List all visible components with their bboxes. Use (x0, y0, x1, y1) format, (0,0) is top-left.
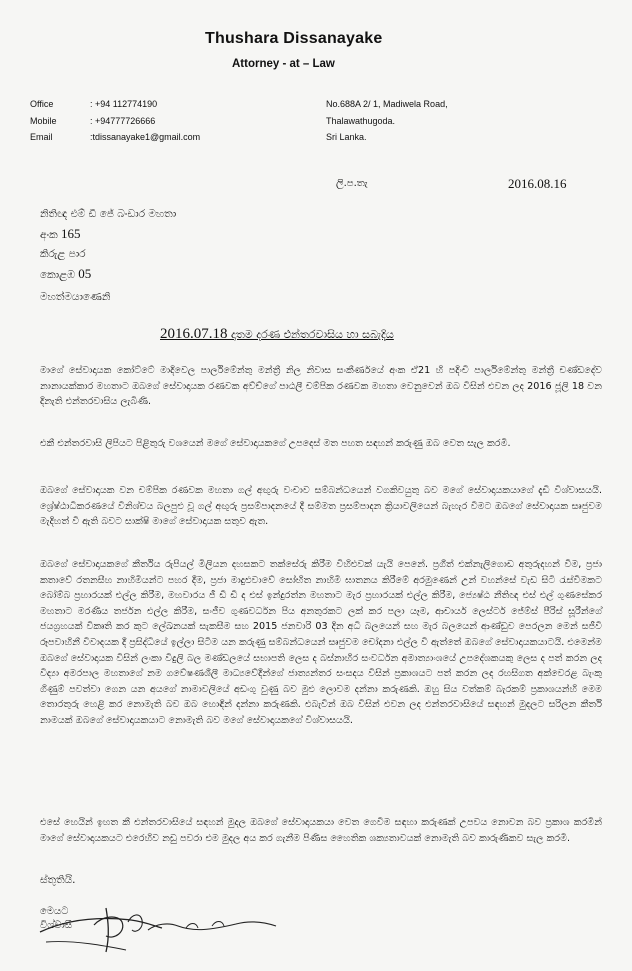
recipient-city-line (40, 264, 176, 285)
contact-block (30, 96, 200, 146)
recipient-city: කොළඹ (40, 269, 79, 281)
subject-line (160, 326, 394, 343)
address-line-3: Sri Lanka. (326, 132, 367, 142)
body-paragraph-5: එසේ හෙයින් ඉහත කී එන්තරවාසියේ සඳහන් මුදල ඔබගේ සේවාදායකයා වෙත ගෙවීම සඳහා කරුණක් උපවය නොවන බව ප්‍රකාශ කරමින් මාගේ සේවාදායකයට එරෙහිව නඩු පවරා එම මුදල අය කර ගැනීම පිණිස හෛතික ශක්‍යතාවයක් නොමැති බව කාරුණිකව සැල කරමි. (40, 817, 602, 844)
sender-name: Thushara Dissanayake (205, 30, 383, 47)
handwritten-signature (36, 880, 286, 960)
letter-date: 2016.08.16 (508, 176, 567, 191)
office-phone: : +94 112774190 (90, 99, 158, 109)
recipient-name: නිතිඥ එම් ඩී ජේ බංඩාර මහතා (40, 208, 177, 220)
body-paragraph-1: මාගේ සේවාදායක කෝට්ටේ මාදිවෙල පාර්ලිමේන්තු මන්ත්‍රී නිල නිවාස සංකීර්ණයේ අංක ඒ21 හි පදිංචි පාර්ලිමේන්තු මන්ත්‍රී චණ්ඩදේව නානායක්කාර මහතාට ඔබගේ සේවාදායක රණවක අව්ච්ගේ පාඨලී චම්පික රණවක මහතා වෙනුවෙන් ඔබ විසින් එවන ලද 2016 ජූලි 18 වන දිනැති එන්තරවාසිය ලැබිණි. (40, 365, 602, 408)
email-address: :tdissanayake1@gmail.com (90, 132, 201, 142)
office-label: Office (30, 99, 54, 109)
recipient-number-prefix: අංක (40, 229, 61, 241)
recipient-street: කිරුළ පාර (40, 248, 86, 260)
address-line-1: No.688A 2/ 1, Madiwela Road, (326, 99, 448, 109)
reference-number: ලි.ප.තැ (336, 178, 368, 189)
closing-thanks: ස්තුතියි. (40, 874, 76, 886)
address-line-2: Thalawathugoda. (326, 115, 396, 126)
email-label: Email (30, 132, 53, 142)
sign-off-line-2: විශ්වාසී (40, 920, 73, 931)
salutation: මහත්මයාණෙනි (40, 291, 111, 303)
body-paragraph-2: එකී එන්තරවාසි ලිපියට පිළිතුරු වශයෙන් මගේ සේවාදායකගේ උපදෙස් මත පහත සඳහන් කරුණු ඔබ වෙත සැල කරමි. (40, 438, 511, 449)
recipient-postcode: 05 (78, 266, 92, 281)
recipient-number-line (40, 224, 176, 245)
mobile-phone: : +94777726666 (90, 115, 156, 126)
sender-title: Attorney - at – Law (232, 58, 335, 70)
mobile-row (30, 113, 200, 130)
mobile-label: Mobile (30, 115, 57, 126)
subject-text: දාතම දරණ එන්තරවාසිය හා සබැදිය (227, 328, 394, 341)
recipient-block (40, 205, 176, 285)
subject-date: 2016.07.18 (160, 326, 228, 342)
office-row (30, 96, 200, 113)
email-row (30, 129, 200, 146)
sign-off-line-1: මෙයට (40, 906, 69, 917)
body-paragraph-3: ඔබගේ සේවාදායක වන චම්පික රණවක මහතා ගල් අඟුරු වංචාව සම්බන්ධයෙන් වගකිවයුතු බව මගේ සේවාදායකයාගේ දැඩි විශ්වාසයයි. ශ්‍රේෂ්ඨාධිකරණයේ විනිශ්චය බලපුළු වූ ගල් අඟුරු ප්‍රසම්පාදනයේ දී සම්මත ප්‍රසම්පාදන ක්‍රියාවලියෙන් බැහැර වීමට ඔබගේ සේවාදායක සෘජුවම මැදිහත් වී ඇති බවට සාක්ෂි මාගේ සේවාදායක සතුව ඇත. (40, 485, 602, 528)
recipient-number: 165 (61, 226, 81, 241)
body-paragraph-4: ඔබගේ සේවාදායකගේ කීර්තිය රුපියල් මිලියන දහසකට තක්සේරු කිරීම විහිළුවක් යැයි පෙනේ. ප්‍රගීත් එක්නැලිගොඩ අතුරුදහන් වීම, ප්‍රජා කතාවේ රතනසීහ නාහිමියන්ට පහර දීම, ප්‍රජා මාදුළුවාවේ සෝභිත නාහිමි ඝාතනය කිරීමේ අරමුණෙන් උන් වහන්සේ වැඩ සිටි රැස්වීමකට බෝම්බ ප්‍රහාරයක් එල්ල කිරීම, මහවාරය ජී ඩී ඩී ද එස් ඉන්දුරත්න මහතාට මැර ප්‍රහාරයක් එල්ල කිරීම, ජ්‍යෙෂ්ඨ නීතිඥ එස් එල් ගුණසේකර මහතාට මරණීය තර්ජන එල්ල කිරීම, සංජීව ගුණවර්ධන පිය අනතුරකට ලක් කර පලා යෑම, ආචාර්ය ලෙස්ටර් ජේම්ස් පීරිස් සූරීන්ගේ ජයග්‍රහයක් විකෘති කර කුට ලේඛනයක් සැකසීම සහ 2015 ජනවාරි 03 දින අධි බලයෙන් සහ මැර බලයෙන් ආණ්ඩුව පෙරලන මෙන් සජීවි රූපවාහිනී විවාදයක දී ප්‍රසිද්ධියේ ඉල්ලා සිටීම යන කරුණු සම්බන්ධයෙන් සෘජුවම චෝදනා එල්ල වී ඇත්තේ ඔබගේ සේවාදායකයාටයි. එමෙන්ම ඔබගේ සේවාදායක විසින් ලංකා විදුලි බල මණ්ඩලයේ සභාපති ලෙස ද බස්නාහිර සංවර්ධන අමාත්‍යාංශයේ උපදේශකයකු ලෙස ද පත් කරන ලද විද්‍යා අමරපාල මහතාගේ නම ගවේෂණශීලී මාධ්‍යවේදීන්ගේ ජාත්‍යන්තර සංසදය විසින් ප්‍රකාශයට පත් කරන ලද රහසිගත අක්වෙරළ බැංකු ගිණුම් පවත්වා ගෙන යන අයගේ නාමාවලියේ අඩංගු වුණු බව මුළු ලොවම දන්නා කරුණකි. ඔහු සිය වත්කම් බැරකම් ප්‍රකාශයන්හි මෙම තොරතුරු හෙළි කර නොමැති බව ඔබ හොඳින් දන්නා කරුණකි. එබැවින් ඔබ විසින් එවන ලද එන්තරවාසියේ සඳහන් මුදලට සරිලන කීර්ති නාමයක් ඔබගේ සේවාදායකයාට නොමැති බව මගේ සේවාදායකගේ විශ්වාසයයි. (40, 559, 602, 726)
sender-address (326, 96, 448, 146)
